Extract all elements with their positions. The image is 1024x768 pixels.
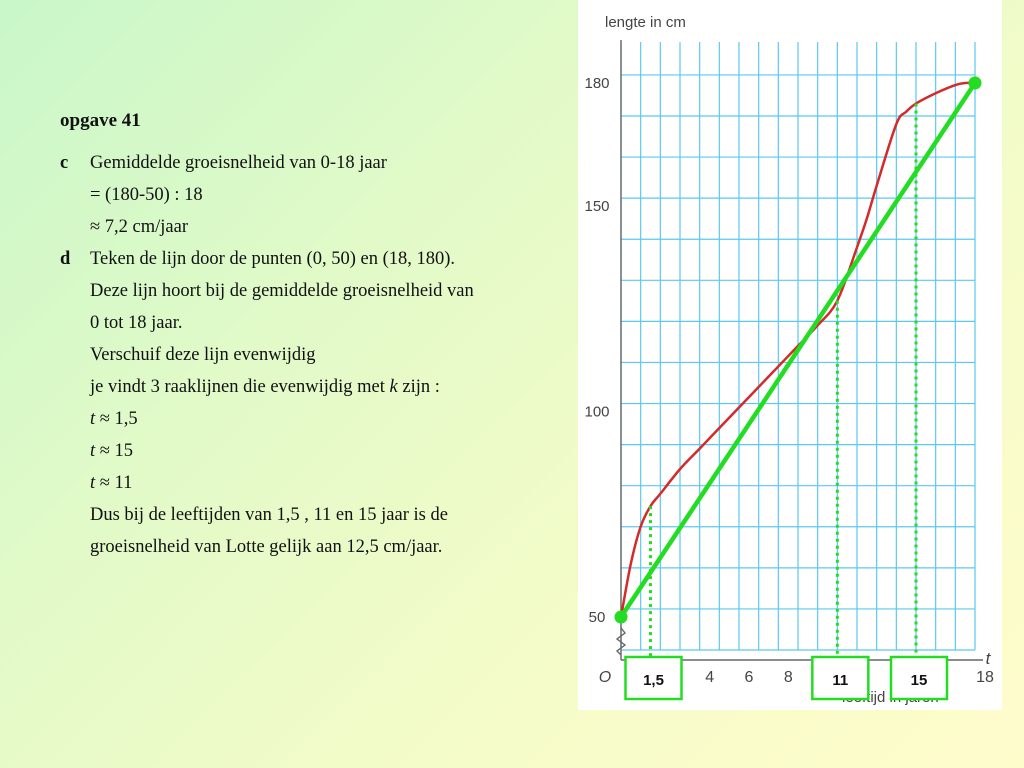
- x-axis-symbol: t: [985, 649, 991, 668]
- text-line: je vindt 3 raaklijnen die evenwijdig met k zijn :: [90, 377, 440, 397]
- text-line: Dus bij de leeftijden van 1,5 , 11 en 15 jaar is de: [90, 505, 448, 525]
- exercise-heading: opgave 41: [60, 110, 141, 131]
- x-tick-label: 18: [976, 669, 994, 686]
- x-tick-label: 4: [705, 669, 715, 686]
- text-line: t ≈ 11: [90, 473, 133, 493]
- tangent-value-label: 11: [832, 672, 849, 689]
- text-line: t ≈ 1,5: [90, 409, 138, 429]
- x-tick-label: 8: [783, 669, 793, 686]
- line-endpoint-end: [969, 77, 982, 90]
- y-axis-label: lengte in cm: [605, 14, 686, 31]
- item-marker-d: d: [60, 249, 71, 269]
- text-line: Verschuif deze lijn evenwijdig: [90, 345, 316, 365]
- text-line: ≈ 7,2 cm/jaar: [90, 217, 188, 237]
- text-line: Deze lijn hoort bij de gemiddelde groeisnelheid van: [90, 281, 474, 301]
- y-tick-label: 180: [584, 75, 610, 92]
- text-line: t ≈ 15: [90, 441, 134, 461]
- text-line: = (180-50) : 18: [90, 185, 203, 205]
- origin-label: O: [598, 669, 612, 686]
- y-tick-label: 50: [588, 609, 606, 626]
- line-endpoint-start: [615, 611, 628, 624]
- tangent-value-label: 15: [910, 672, 928, 689]
- text-line: 0 tot 18 jaar.: [90, 313, 183, 333]
- text-line: Teken de lijn door de punten (0, 50) en (18, 180).: [90, 249, 456, 269]
- tangent-value-label: 1,5: [643, 672, 664, 689]
- item-marker-c: c: [60, 153, 69, 173]
- y-tick-label: 150: [584, 198, 610, 216]
- text-line: groeisnelheid van Lotte gelijk aan 12,5 cm/jaar.: [90, 537, 443, 557]
- x-tick-label: 6: [744, 669, 754, 686]
- text-line: Gemiddelde groeisnelheid van 0-18 jaar: [90, 153, 387, 173]
- y-tick-label: 100: [584, 403, 610, 421]
